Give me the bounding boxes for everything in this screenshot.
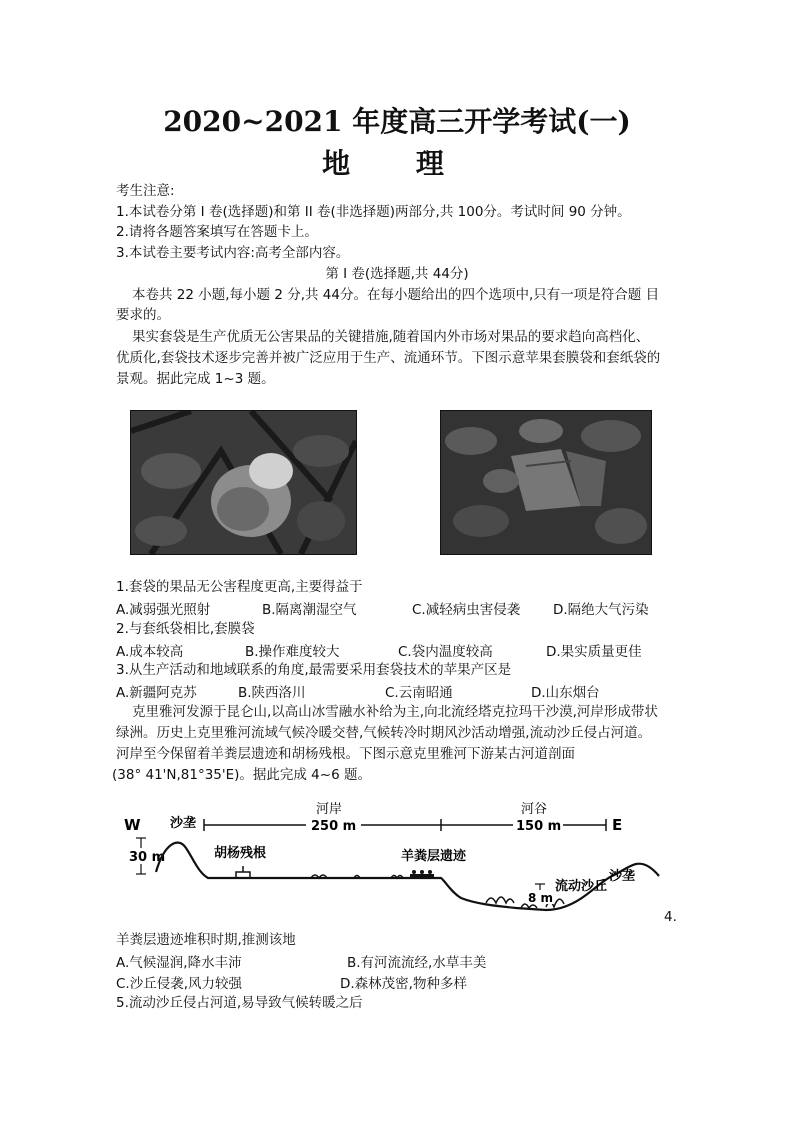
q3-option-c[interactable]: C.云南昭通 (385, 685, 453, 701)
moving-dune-label: 流动沙丘 (555, 879, 608, 894)
height-label: 30 m (129, 850, 166, 865)
depth-label: 8 m (528, 891, 554, 905)
q2-stem: 2.与套纸袋相比,套膜袋 (116, 621, 255, 637)
q1-option-a[interactable]: A.减弱强光照射 (116, 602, 211, 618)
q1-option-b[interactable]: B.隔离潮湿空气 (262, 602, 357, 618)
q3-stem: 3.从生产活动和地域联系的角度,最需要采用套袋技术的苹果产区是 (116, 662, 512, 678)
passage1-line-3: 景观。据此完成 1~3 题。 (116, 371, 275, 387)
left-dune-label: 沙垄 (170, 816, 197, 831)
valley-label: 河谷 (521, 802, 548, 817)
notice-heading: 考生注意: (116, 183, 175, 199)
section-title: 第 I 卷(选择题,共 44分) (325, 266, 469, 282)
q4-option-c[interactable]: C.沙丘侵袭,风力较强 (116, 976, 243, 992)
passage1-line-2: 优质化,套袋技术逐步完善并被广泛应用于生产、流通环节。下图示意苹果套膜袋和套纸袋的 (116, 350, 661, 366)
q4-option-a[interactable]: A.气候湿润,降水丰沛 (116, 955, 242, 971)
q1-stem: 1.套袋的果品无公害程度更高,主要得益于 (116, 579, 363, 595)
section-instructions-cont: 要求的。 (116, 307, 170, 323)
east-label: E (612, 816, 623, 834)
subject-title: 地 理 (322, 147, 472, 180)
q1-option-c[interactable]: C.减轻病虫害侵袭 (412, 602, 521, 618)
valley-width: 150 m (516, 819, 562, 834)
notice-item-2: 2.请将各题答案填写在答题卡上。 (116, 224, 318, 240)
q1-option-d[interactable]: D.隔绝大气污染 (553, 602, 649, 618)
dung-layer-label: 羊粪层遗迹 (401, 849, 467, 864)
q3-option-a[interactable]: A.新疆阿克苏 (116, 685, 197, 701)
q4-stem: 羊粪层遗迹堆积时期,推测该地 (116, 932, 296, 948)
q3-option-b[interactable]: B.陕西洛川 (238, 685, 306, 701)
photo-paper-bag (440, 410, 652, 555)
river-cross-section-figure (116, 800, 676, 922)
q2-option-a[interactable]: A.成本较高 (116, 644, 184, 660)
poplar-label: 胡杨残根 (214, 846, 267, 861)
q4-option-b[interactable]: B.有河流流经,水草丰美 (347, 955, 487, 971)
q3-option-d[interactable]: D.山东烟台 (531, 685, 600, 701)
section-instructions: 本卷共 22 小题,每小题 2 分,共 44分。在每小题给出的四个选项中,只有一项是符合题 目 (132, 287, 660, 303)
passage1-line-1: 果实套袋是生产优质无公害果品的关键措施,随着国内外市场对果品的要求趋向高档化、 (132, 329, 650, 345)
notice-item-3: 3.本试卷主要考试内容:高考全部内容。 (116, 245, 350, 261)
passage2-line-3: 河岸至今保留着羊粪层遗迹和胡杨残根。下图示意克里雅河下游某古河道剖面 (116, 746, 575, 762)
exam-title: 2020~2021 年度高三开学考试(一) (163, 105, 631, 138)
passage2-line-1: 克里雅河发源于昆仑山,以高山冰雪融水补给为主,向北流经塔克拉玛干沙漠,河岸形成带状 (132, 704, 658, 720)
q4-option-d[interactable]: D.森林茂密,物种多样 (340, 976, 467, 992)
dung-layer-icon (410, 874, 434, 879)
passage2-line-2: 绿洲。历史上克里雅河流域气候冷暖交替,气候转冷时期风沙活动增强,流动沙丘侵占河道。 (116, 725, 652, 741)
west-label: W (124, 816, 141, 834)
right-dune-label: 沙垄 (609, 869, 636, 884)
q2-option-c[interactable]: C.袋内温度较高 (398, 644, 493, 660)
photo-film-bag (130, 410, 357, 555)
q5-stem: 5.流动沙丘侵占河道,易导致气候转暖之后 (116, 995, 363, 1011)
riverbank-label: 河岸 (316, 802, 343, 817)
q2-option-b[interactable]: B.操作难度较大 (245, 644, 340, 660)
q4-number: 4. (664, 909, 677, 925)
passage2-line-4: (38° 41'N,81°35'E)。据此完成 4~6 题。 (112, 767, 371, 783)
q2-option-d[interactable]: D.果实质量更佳 (546, 644, 642, 660)
notice-item-1: 1.本试卷分第 I 卷(选择题)和第 II 卷(非选择题)两部分,共 100分。考试时间 90 分钟。 (116, 204, 631, 220)
riverbank-width: 250 m (311, 819, 357, 834)
